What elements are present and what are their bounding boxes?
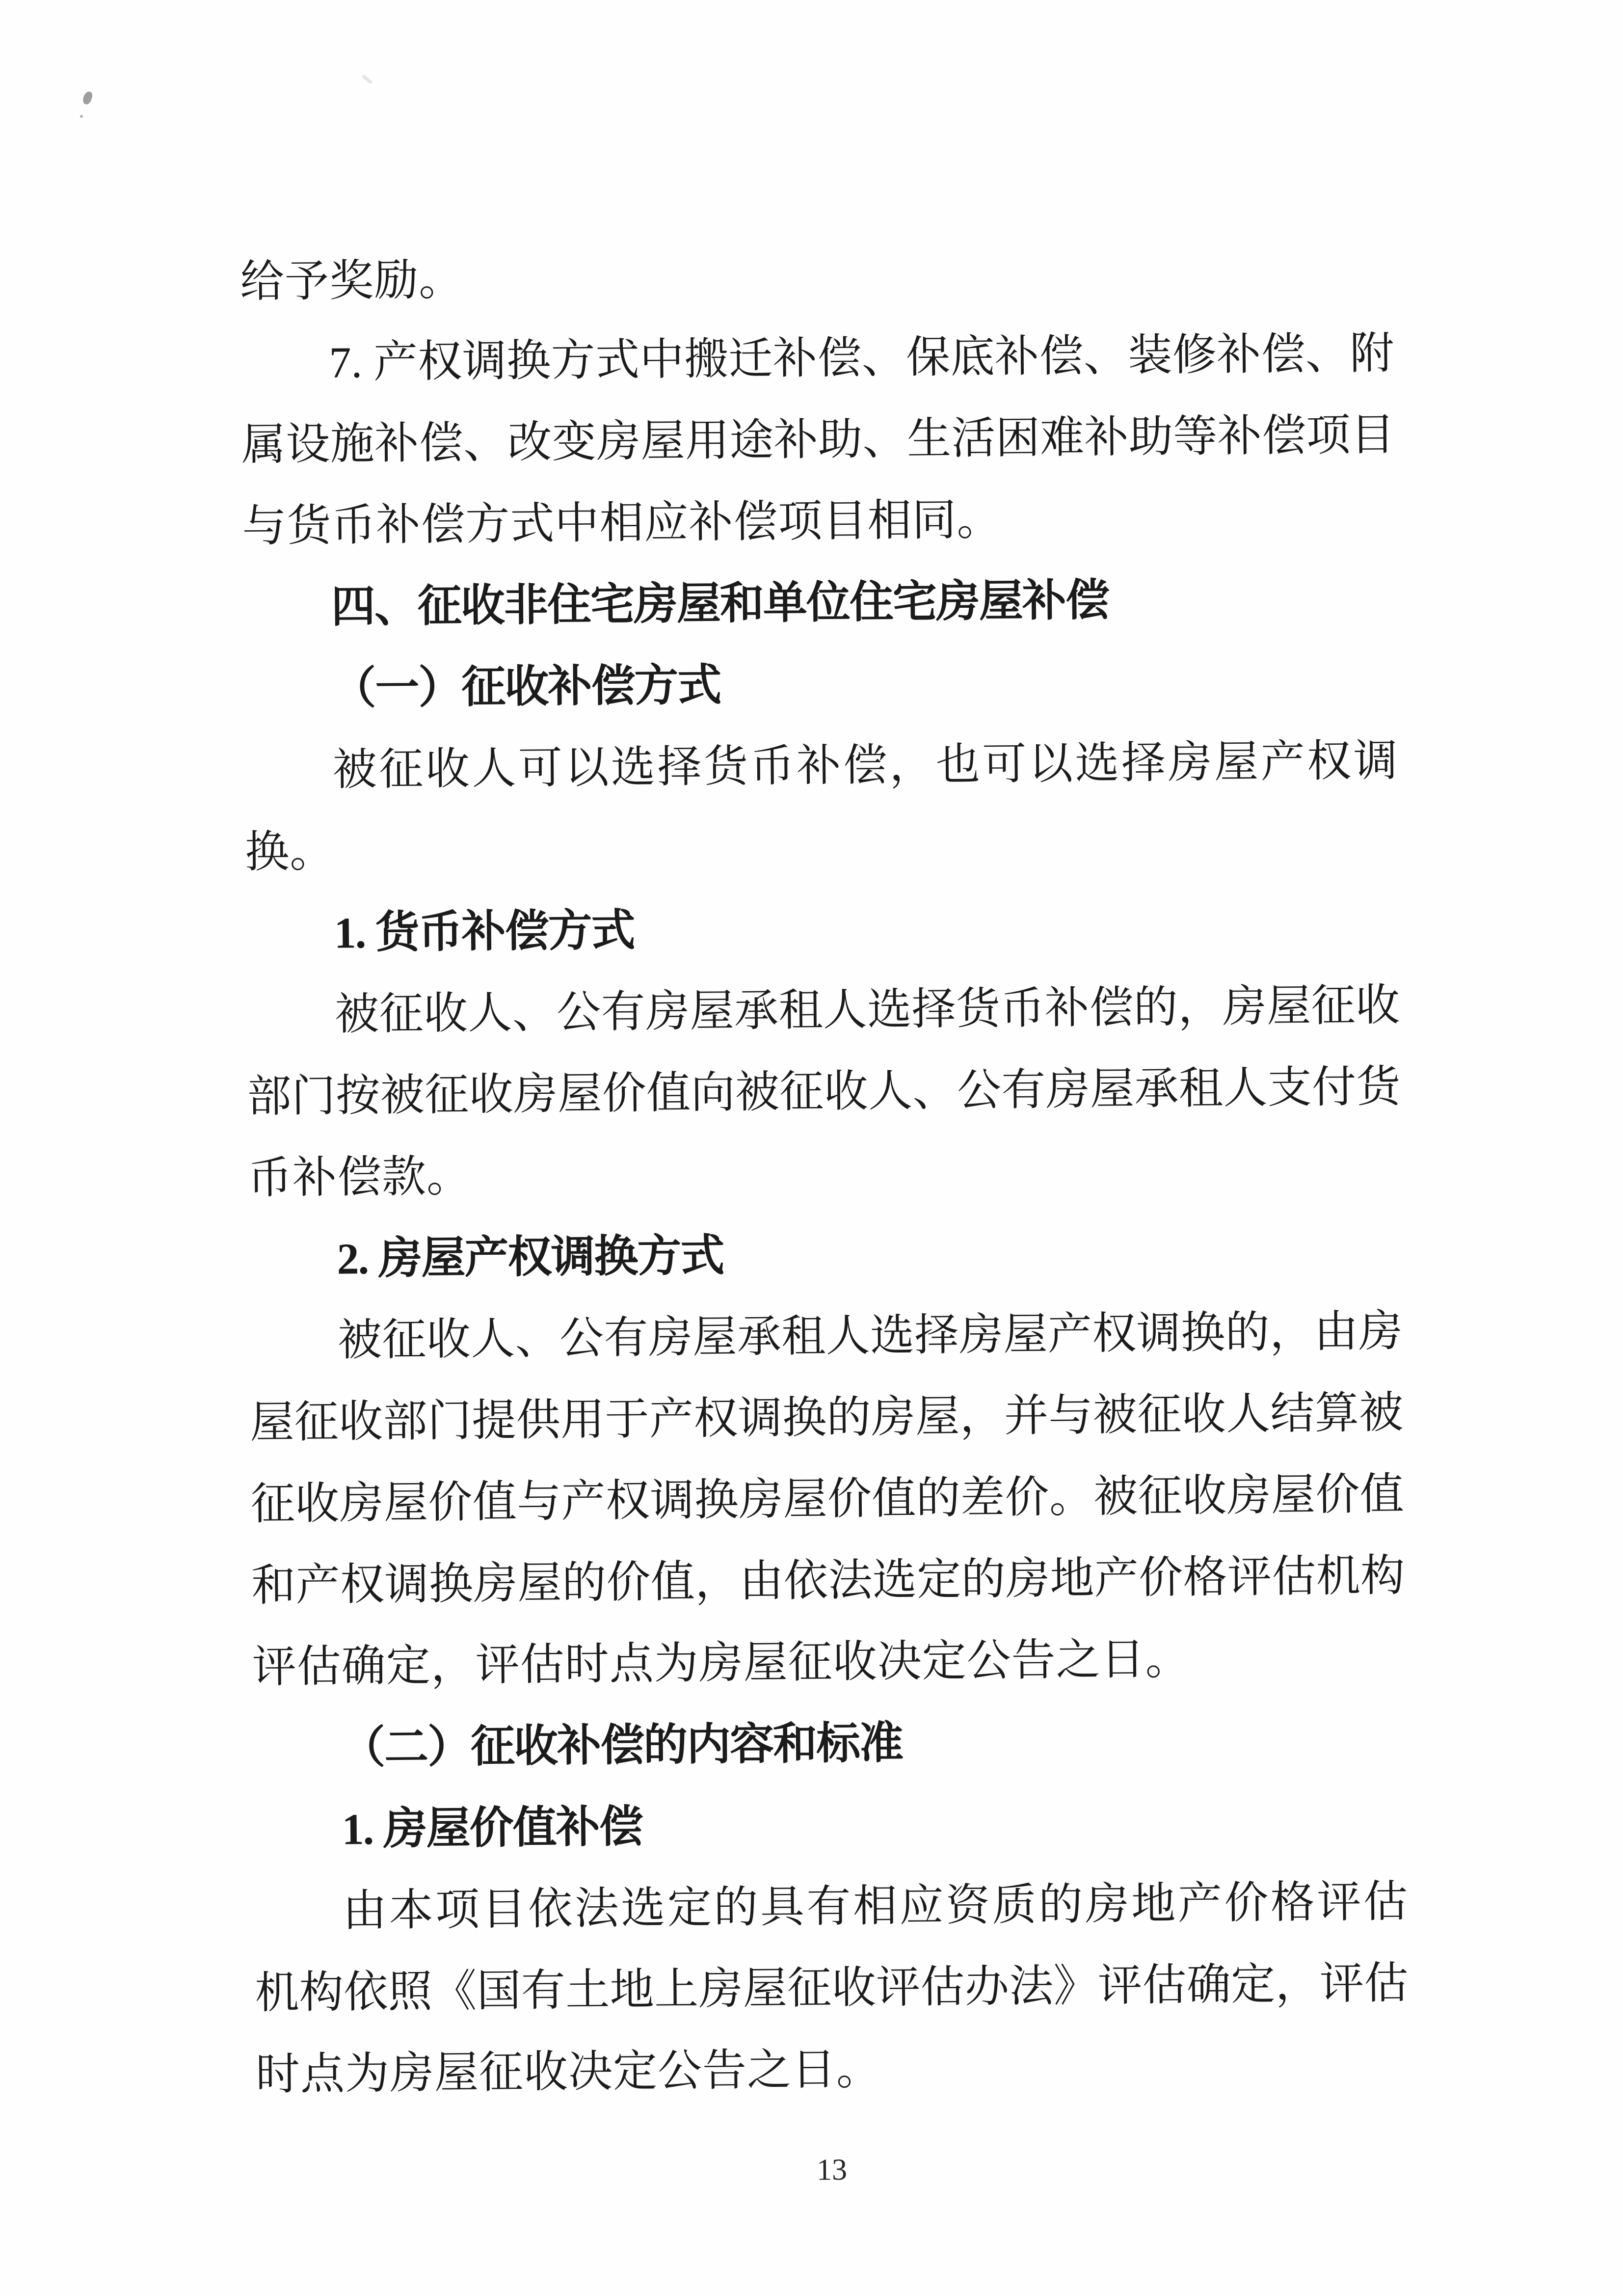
body-text-line: 征收房屋价值与产权调换房屋价值的差价。被征收房屋价值 [250,1470,1405,1529]
body-text-line: 被征收人可以选择货币补偿，也可以选择房屋产权调 [332,736,1398,795]
body-text-line: 换。 [244,827,335,877]
body-text-line: 屋征收部门提供用于产权调换的房屋，并与被征收人结算被 [249,1388,1404,1448]
body-text-line: 机构依照《国有土地上房屋征收评估办法》评估确定，评估 [255,1959,1409,2018]
body-text-line: 时点为房屋征收决定公告之日。 [255,2045,881,2100]
document-text-block [239,232,1409,2116]
heading-line: （一）征收补偿方式 [331,661,721,713]
body-text-line: 被征收人、公有房屋承租人选择房屋产权调换的，由房 [337,1307,1403,1365]
heading-line: 1. 房屋价值补偿 [342,1803,643,1854]
body-text-line: 币补偿款。 [247,1152,472,1203]
heading-line: 1. 货币补偿方式 [334,906,635,958]
body-text-line: 被征收人、公有房屋承租人选择货币补偿的，房屋征收 [334,981,1400,1039]
body-text-line: 评估确定，评估时点为房屋征收决定公告之日。 [252,1635,1191,1692]
body-text-line: 与货币补偿方式中相应补偿项目相同。 [242,495,1002,551]
heading-line: 四、征收非住宅房屋和单位住宅房屋补偿 [331,576,1109,632]
scan-artifact-smudge [82,90,93,105]
body-text-line: 给予奖励。 [239,256,464,307]
page-number: 13 [816,2153,848,2187]
body-text-line: 部门按被征收房屋价值向被征收人、公有房屋承租人支付货 [247,1062,1401,1122]
scan-artifact-streak [361,74,372,84]
scan-artifact-dot [80,115,83,118]
heading-line: 2. 房屋产权调换方式 [337,1231,724,1284]
body-text-line: 7. 产权调换方式中搬迁补偿、保底补偿、装修补偿、附 [329,329,1394,387]
heading-line: （二）征收补偿的内容和标准 [341,1719,903,1773]
body-text-line: 和产权调换房屋的价值，由依法选定的房地产价格评估机构 [251,1551,1405,1611]
body-text-line: 属设施补偿、改变房屋用途补助、生活困难补助等补偿项目 [241,410,1395,470]
body-text-line: 由本项目依法选定的具有相应资质的房地产价格评估 [342,1877,1408,1936]
